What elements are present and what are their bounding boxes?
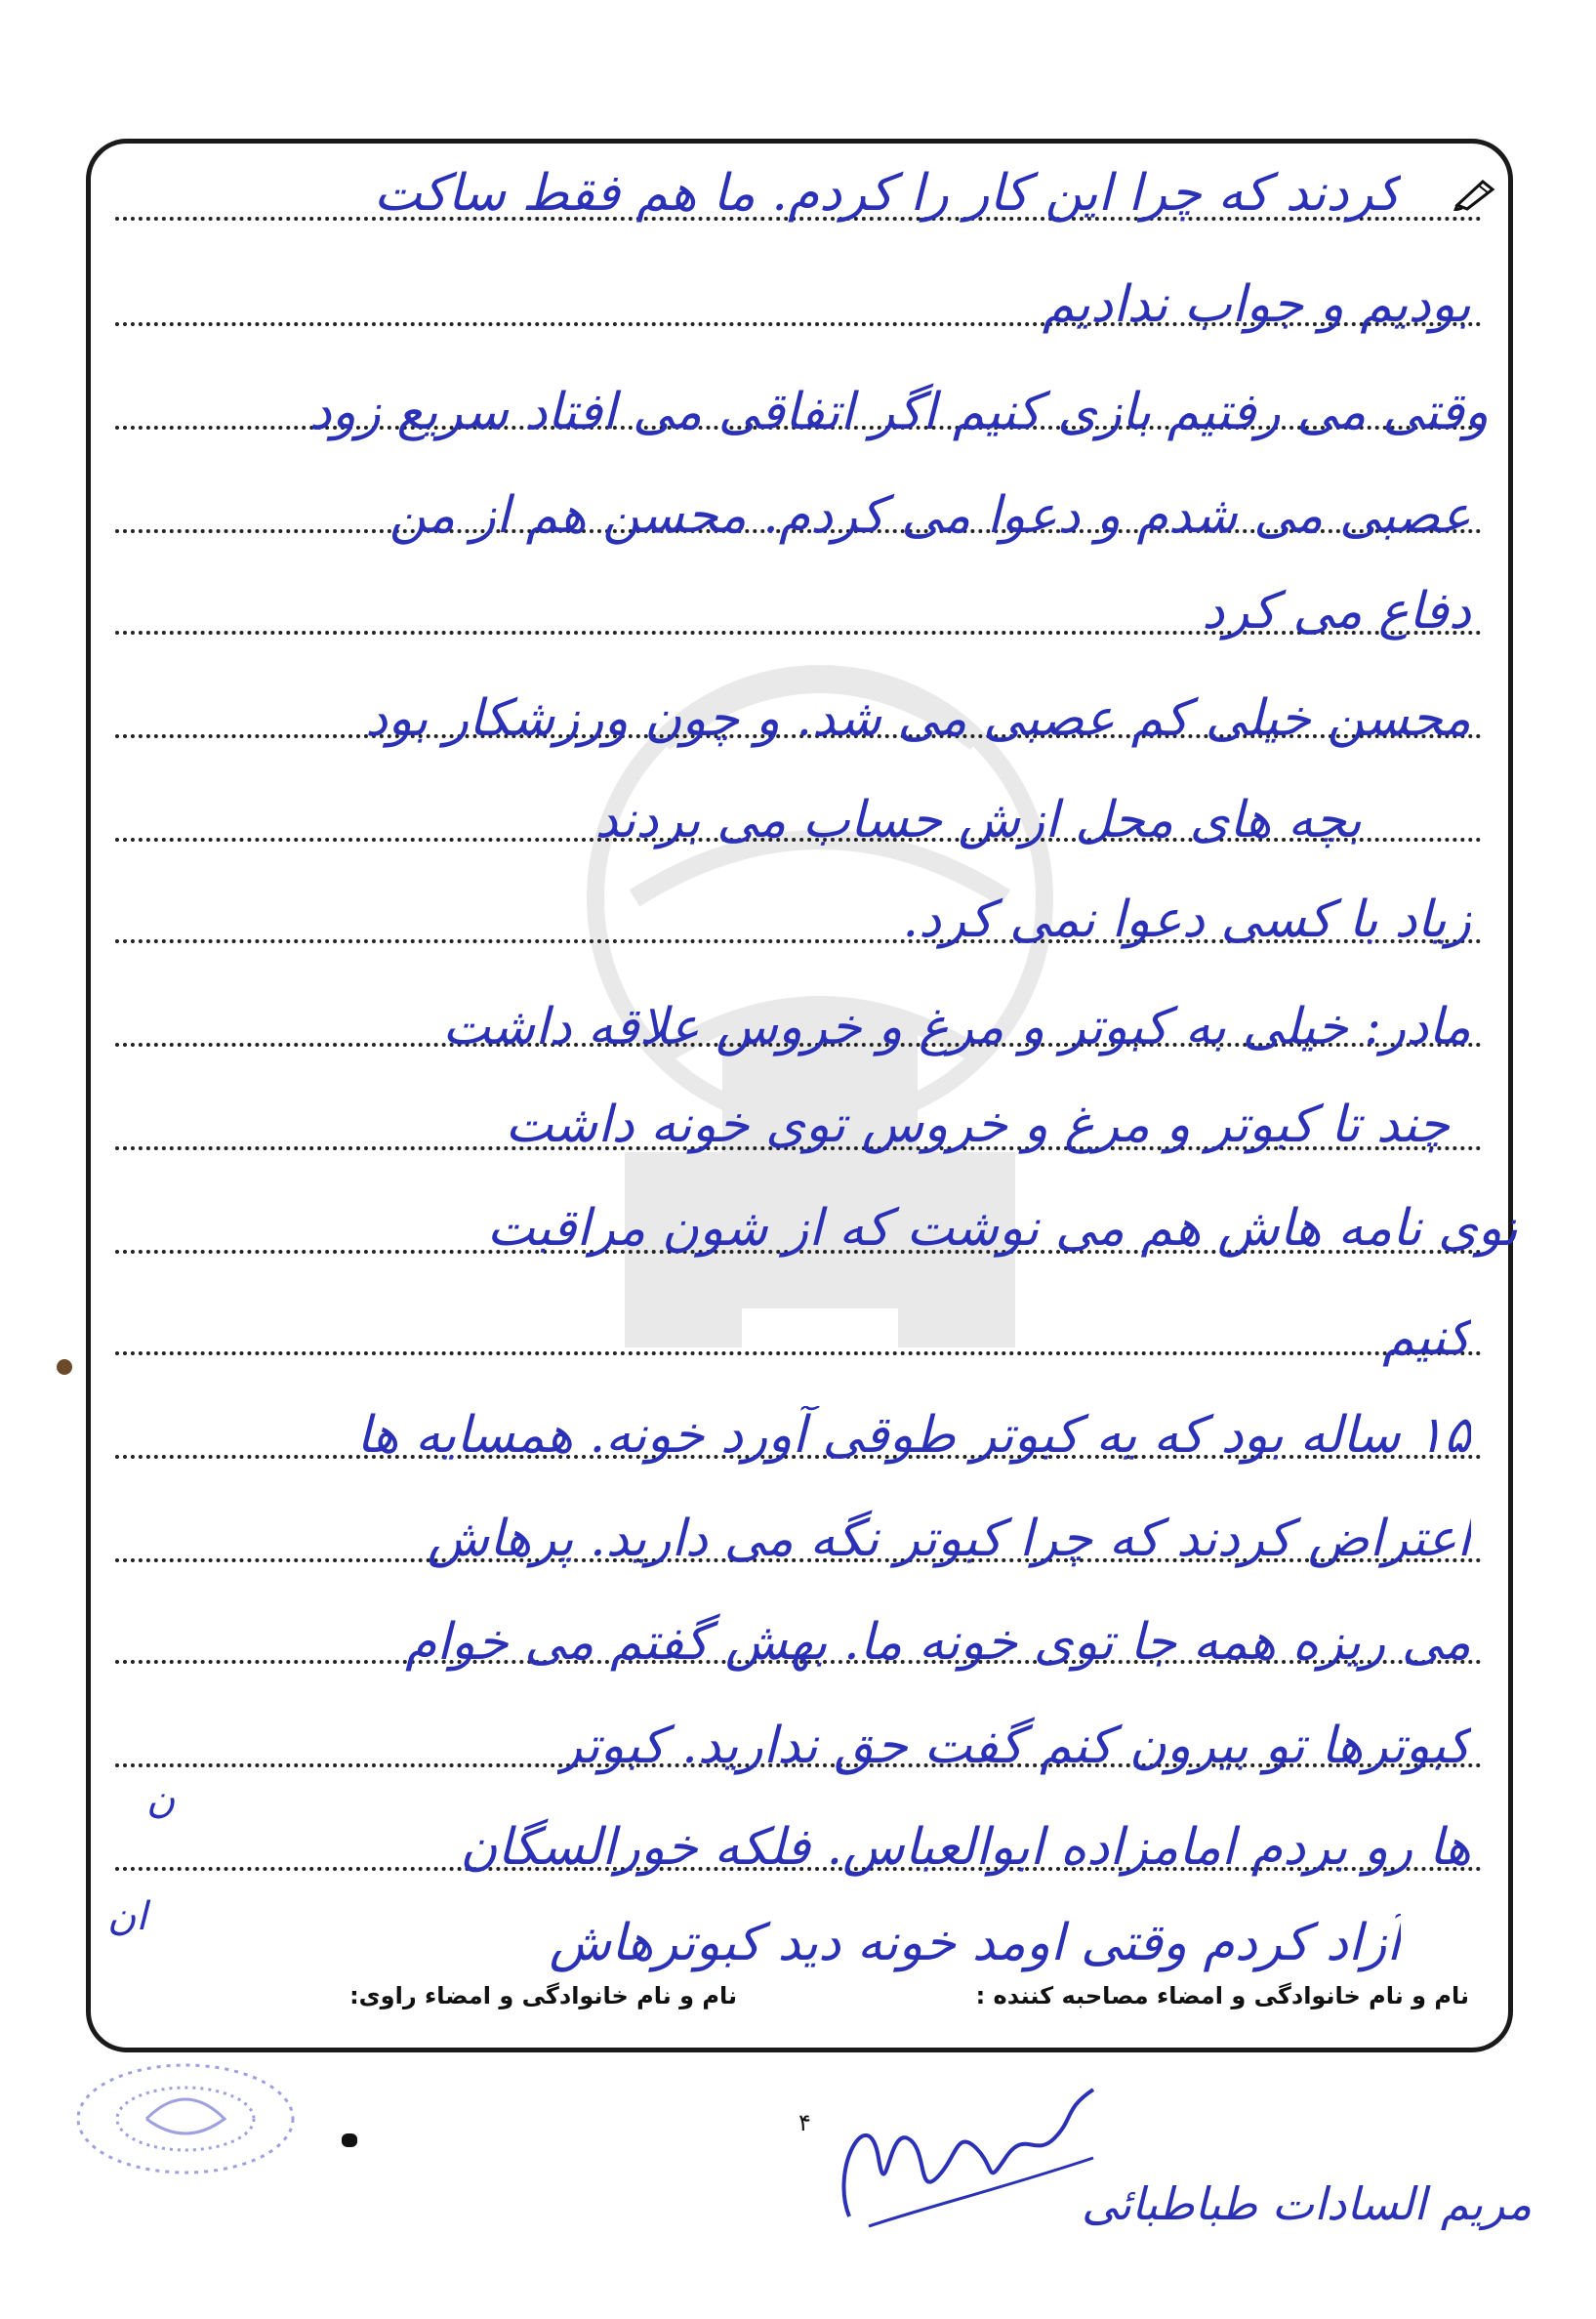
handwritten-line: عصبی می شدم و دعوا می کردم. محسن هم از من bbox=[389, 486, 1471, 545]
handwritten-line: دفاع می کرد bbox=[1202, 582, 1471, 641]
handwritten-line: ۱۵ ساله بود که یه کبوتر طوقی آورد خونه. همسایه ها bbox=[356, 1406, 1471, 1465]
handwritten-line: می ریزه همه جا توی خونه ما. بهش گفتم می خوام bbox=[405, 1613, 1471, 1672]
ruled-line bbox=[115, 1351, 1482, 1355]
handwritten-line: بودیم و جواب ندادیم bbox=[1042, 275, 1471, 334]
narrator-signature-label: نام و نام خانوادگی و امضاء راوی: bbox=[349, 1982, 737, 2009]
signature-mark bbox=[810, 2070, 1103, 2236]
handwritten-line: آزاد کردم وقتی اومد خونه دید کبوترهاش bbox=[549, 1914, 1401, 1972]
margin-note: ن bbox=[146, 1777, 176, 1822]
handwritten-line: مادر: خیلی به کبوتر و مرغ و خروس علاقه داشت bbox=[442, 998, 1471, 1056]
ink-speck bbox=[57, 1359, 72, 1375]
margin-note: ان bbox=[107, 1894, 147, 1939]
handwritten-line: بچه های محل ازش حساب می بردند bbox=[594, 791, 1362, 849]
handwritten-line: ها رو بردم امامزاده ابوالعباس. فلکه خورالسگان bbox=[460, 1818, 1471, 1877]
handwritten-line: زیاد با کسی دعوا نمی کرد. bbox=[902, 890, 1471, 949]
stamp-mark bbox=[59, 2050, 303, 2197]
handwritten-line: کبوترها تو بیرون کنم گفت حق ندارید. کبوتر bbox=[557, 1717, 1471, 1775]
handwritten-line: وقتی می رفتیم بازی کنیم اگر اتفاقی می افتاد سریع زود bbox=[308, 383, 1489, 441]
interviewer-signature-label: نام و نام خانوادگی و امضاء مصاحبه کننده : bbox=[975, 1982, 1469, 2009]
page-number: ۴ bbox=[798, 2109, 811, 2136]
handwritten-line: محسن خیلی کم عصبی می شد. و چون ورزشکار بود bbox=[364, 689, 1471, 748]
signature-name: مریم السادات طباطبائی bbox=[1082, 2177, 1533, 2230]
handwritten-line: توی نامه هاش هم می نوشت که از شون مراقبت bbox=[486, 1199, 1518, 1258]
handwritten-line: چند تا کبوتر و مرغ و خروس توی خونه داشت bbox=[505, 1096, 1450, 1154]
pen-icon bbox=[1453, 176, 1498, 211]
handwritten-line: کردند که چرا این کار را کردم. ما هم فقط ساکت bbox=[373, 164, 1401, 223]
handwritten-line: کنیم bbox=[1382, 1308, 1471, 1367]
handwritten-line: اعتراض کردند که چرا کبوتر نگه می دارید. پرهاش bbox=[427, 1510, 1471, 1568]
ink-speck bbox=[342, 2133, 357, 2147]
